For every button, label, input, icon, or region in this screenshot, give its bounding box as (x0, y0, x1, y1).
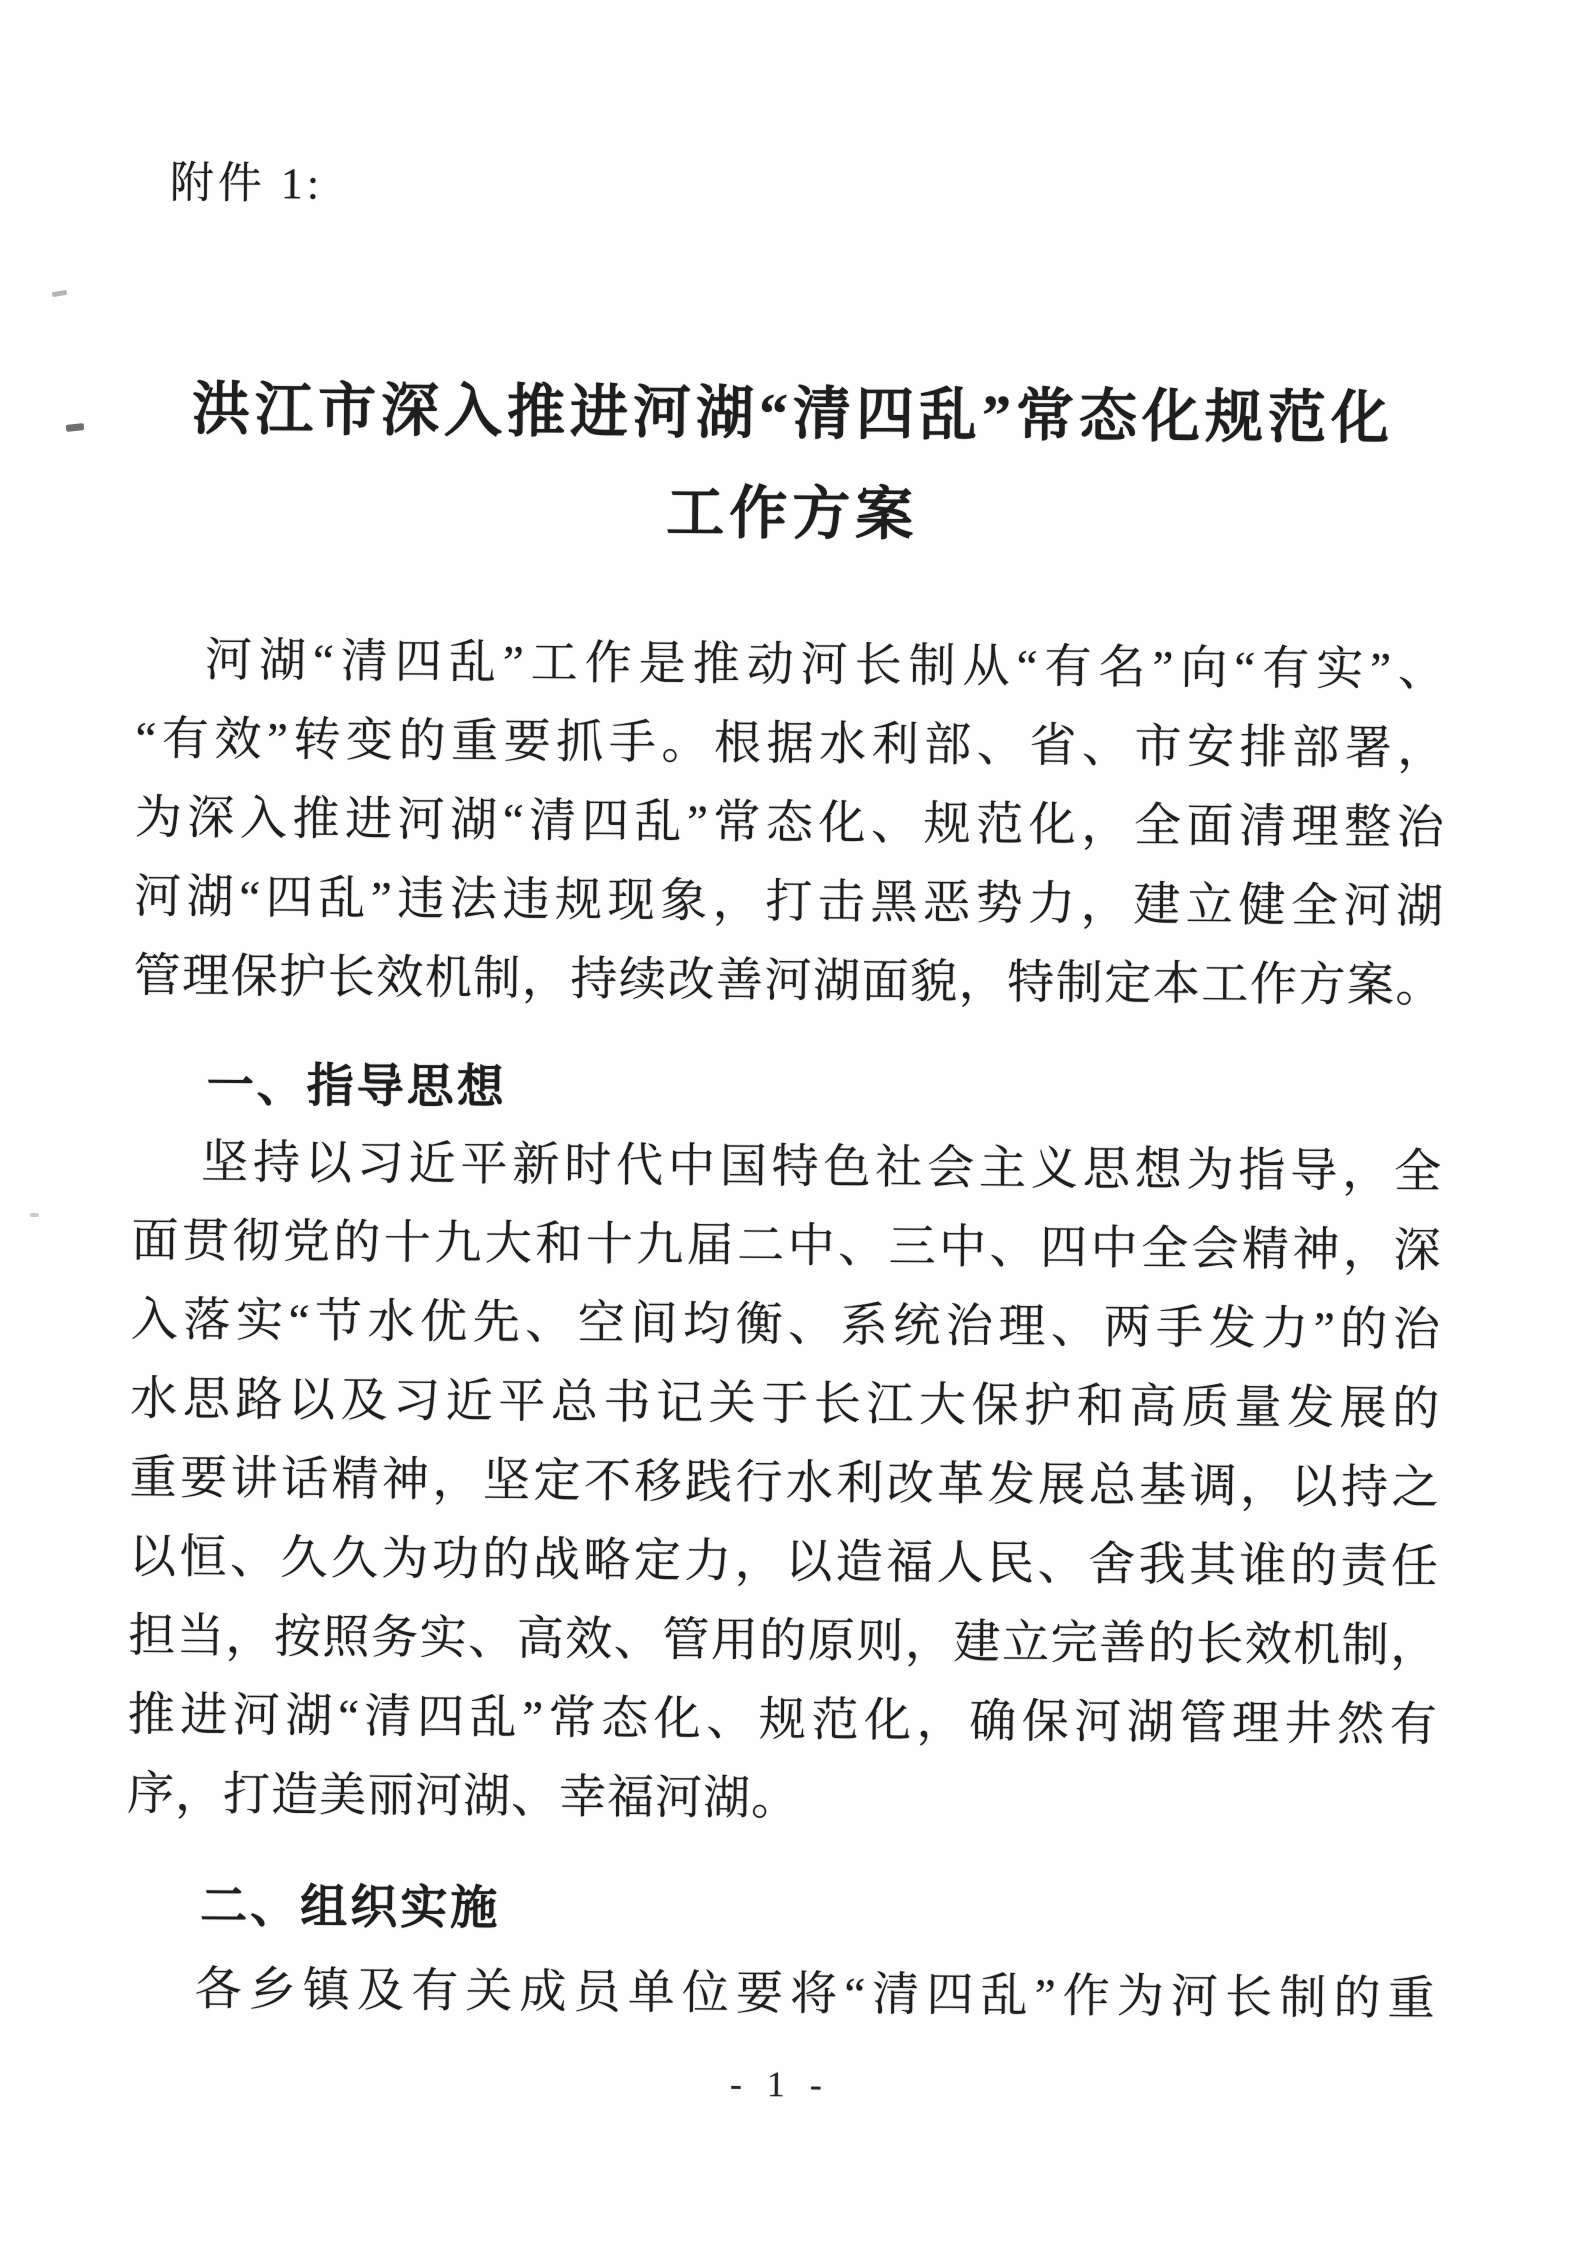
title-line-2: 工作方案 (665, 480, 919, 548)
scan-artifact (30, 1213, 39, 1217)
document-body (125, 621, 1446, 2039)
page-number: - 1 - (729, 2063, 831, 2105)
section-1-paragraph (127, 1123, 1443, 1844)
intro-paragraph (133, 621, 1446, 1026)
document-title (137, 359, 1449, 569)
body-line: 河湖“四乱”违法违规现象，打击黑恶势力，建立健全河湖 (134, 871, 1445, 934)
title-line-1: 洪江市深入推进河湖“清四乱”常态化规范化 (191, 376, 1395, 452)
body-line: 管理保护长效机制，持续改善河湖面貌，特制定本工作方案。 (133, 950, 1444, 1013)
section-heading-1: 一、指导思想 (206, 1057, 507, 1114)
body-line: 入落实“节水优先、空间均衡、系统治理、两手发力”的治 (130, 1294, 1442, 1357)
body-line: 担当，按照务实、高效、管用的原则，建立完善的长效机制， (128, 1610, 1439, 1673)
section-2-paragraph (125, 1950, 1436, 2039)
body-line: 推进河湖“清四乱”常态化、规范化，确保河湖管理井然有 (127, 1689, 1438, 1752)
body-line: 各乡镇及有关成员单位要将“清四乱”作为河长制的重 (194, 1963, 1436, 2026)
body-line: 重要讲话精神，坚定不移践行水利改革发展总基调，以持之 (129, 1452, 1440, 1515)
section-heading-2: 二、组织实施 (200, 1878, 501, 1935)
body-line: 坚持以习近平新时代中国特色社会主义思想为指导，全 (200, 1136, 1443, 1199)
body-line: “有效”转变的重要抓手。根据水利部、省、市安排部署， (135, 713, 1446, 776)
body-line: 面贯彻党的十九大和十九届二中、三中、四中全会精神，深 (131, 1215, 1442, 1278)
body-line: 为深入推进河湖“清四乱”常态化、规范化，全面清理整治 (134, 792, 1445, 855)
attachment-label: 附件 1: (169, 158, 324, 209)
body-line: 序，打造美丽河湖、幸福河湖。 (126, 1768, 800, 1826)
body-line: 以恒、久久为功的战略定力，以造福人民、舍我其谁的责任 (128, 1531, 1440, 1594)
body-line: 河湖“清四乱”工作是推动河长制从“有名”向“有实”、 (204, 634, 1447, 697)
body-line: 水思路以及习近平总书记关于长江大保护和高质量发展的 (130, 1373, 1441, 1436)
